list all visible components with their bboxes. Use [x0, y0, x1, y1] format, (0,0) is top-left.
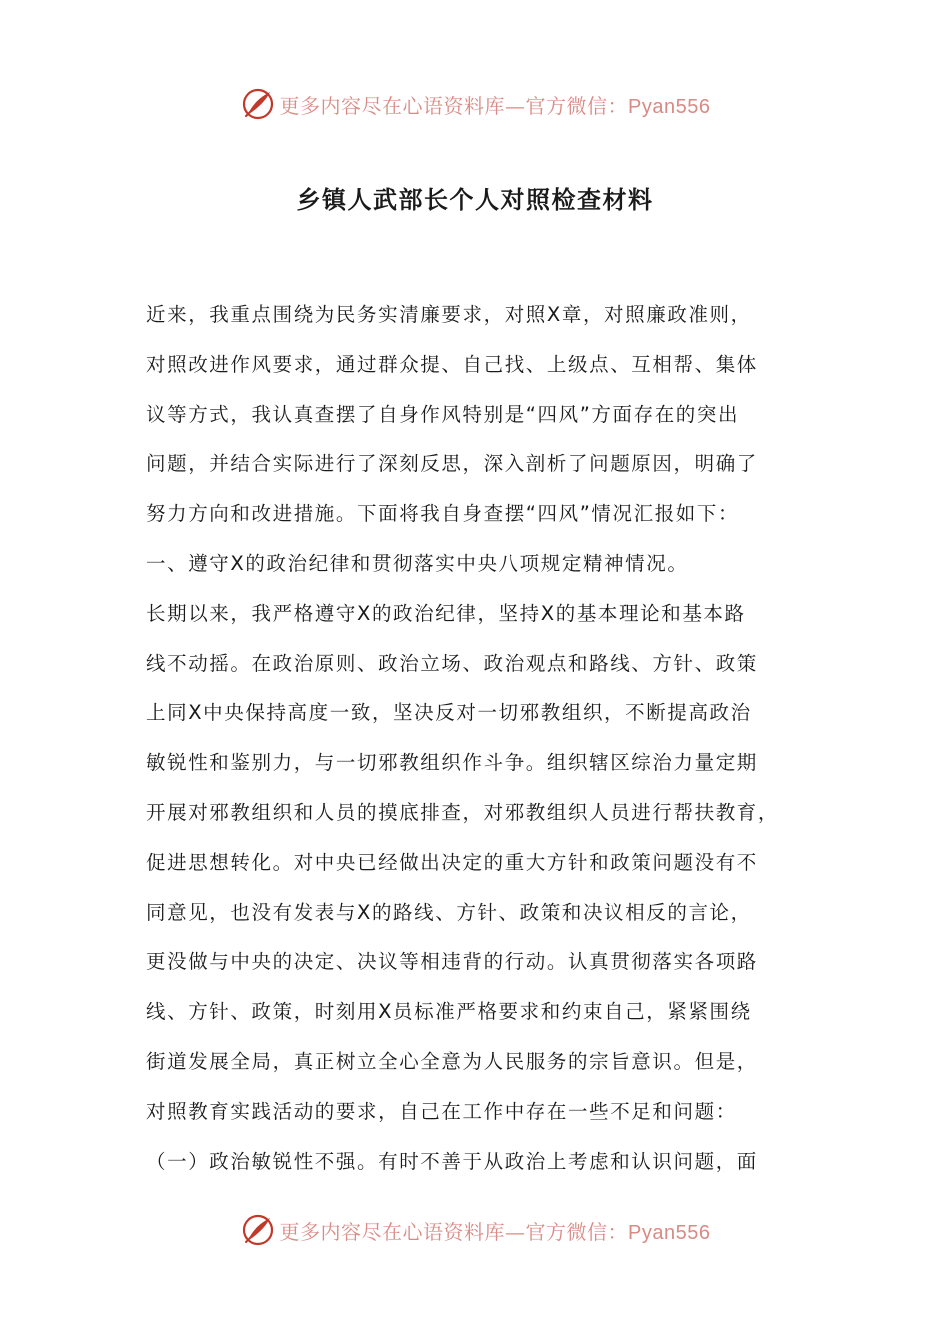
watermark-wechat-label: 官方微信： — [525, 1219, 629, 1244]
body-line: 更没做与中央的决定、决议等相违背的行动。认真贯彻落实各项路 — [146, 950, 758, 974]
body-line: 促进思想转化。对中央已经做出决定的重大方针和政策问题没有不 — [146, 850, 758, 874]
watermark-separator: — — [505, 1219, 526, 1244]
watermark-wechat-label: 官方微信： — [525, 93, 629, 118]
watermark-account: Pyan556 — [628, 95, 711, 118]
watermark-account: Pyan556 — [628, 1221, 711, 1244]
body-line: 线不动摇。在政治原则、政治立场、政治观点和路线、方针、政策 — [146, 651, 758, 675]
subsection-heading-1: （一）政治敏锐性不强。有时不善于从政治上考虑和认识问题，面 — [146, 1149, 758, 1173]
body-line: 同意见，也没有发表与X的路线、方针、政策和决议相反的言论， — [146, 900, 752, 924]
quill-logo-icon — [240, 1212, 276, 1248]
body-line: 开展对邪教组织和人员的摸底排查，对邪教组织人员进行帮扶教育， — [146, 800, 780, 824]
watermark-banner-top — [0, 82, 950, 126]
body-line: 敏锐性和鉴别力，与一切邪教组织作斗争。组织辖区综治力量定期 — [146, 751, 758, 775]
body-line: 问题，并结合实际进行了深刻反思，深入剖析了问题原因，明确了 — [146, 452, 758, 476]
body-line: 议等方式，我认真查摆了自身作风特别是“四风”方面存在的突出 — [146, 402, 740, 426]
body-line: 上同X中央保持高度一致，坚决反对一切邪教组织，不断提高政治 — [146, 701, 752, 725]
body-line: 努力方向和改进措施。下面将我自身查摆“四风”情况汇报如下： — [146, 502, 740, 526]
body-line: 长期以来，我严格遵守X的政治纪律，坚持X的基本理论和基本路 — [146, 601, 746, 625]
watermark-banner-bottom — [0, 1208, 950, 1252]
body-line: 线、方针、政策，时刻用X员标准严格要求和约束自己，紧紧围绕 — [146, 1000, 752, 1024]
section-heading-1: 一、遵守X的政治纪律和贯彻落实中央八项规定精神情况。 — [146, 551, 689, 575]
body-line: 对照教育实践活动的要求，自己在工作中存在一些不足和问题： — [146, 1099, 737, 1123]
watermark-text: 更多内容尽在心语资料库 — [279, 1219, 506, 1244]
body-line: 对照改进作风要求，通过群众提、自己找、上级点、互相帮、集体 — [146, 352, 758, 376]
document-title: 乡镇人武部长个人对照检查材料 — [296, 185, 654, 214]
watermark-separator: — — [505, 93, 526, 118]
body-line: 近来，我重点围绕为民务实清廉要求，对照X章，对照廉政准则， — [146, 303, 752, 326]
quill-logo-icon — [240, 86, 276, 122]
body-line: 街道发展全局，真正树立全心全意为人民服务的宗旨意识。但是， — [146, 1049, 758, 1073]
watermark-text: 更多内容尽在心语资料库 — [279, 93, 506, 118]
document-body — [146, 290, 826, 1186]
